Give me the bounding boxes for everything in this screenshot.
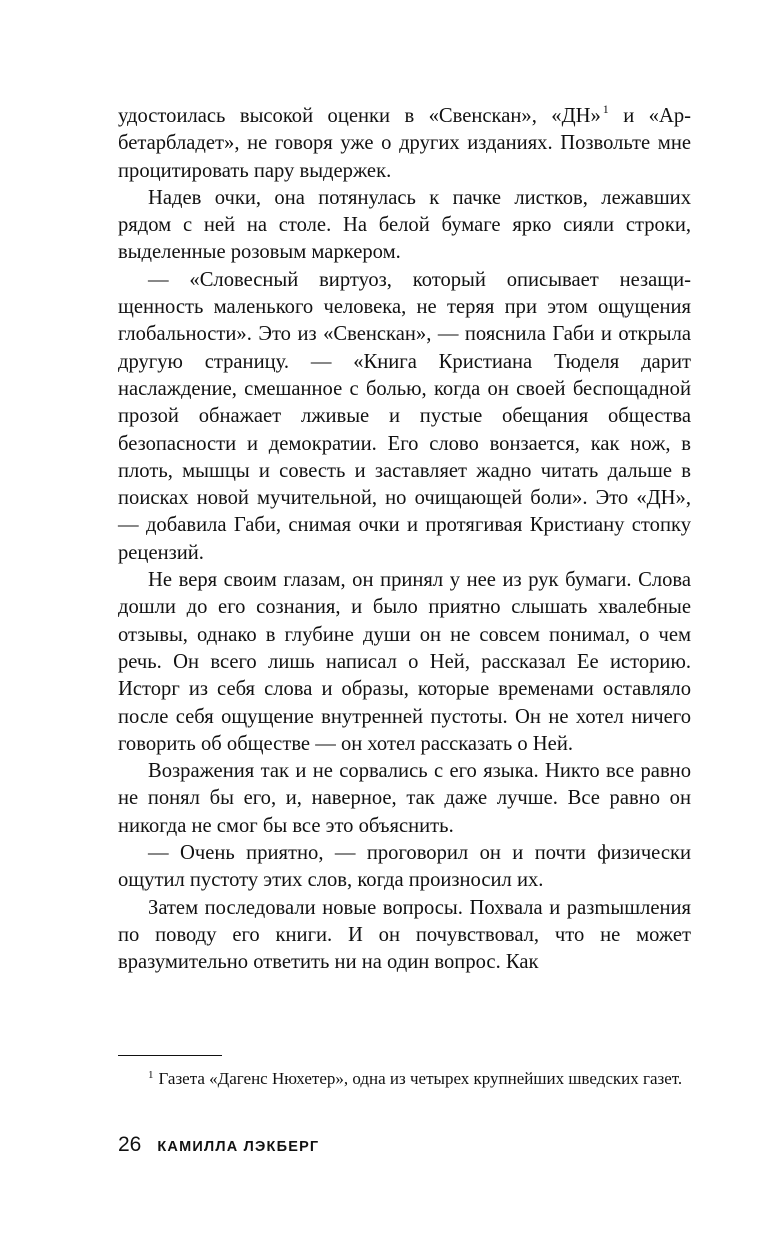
paragraph-1-head: удостоилась высокой оценки в «Свенскан», «ДН» [118, 105, 601, 127]
paragraph-3: — «Словесный виртуоз, который описывает незащищенность маленького человека, не теряя при этом ощущения глобальности». Это из «Свенскан», — пояснила Габи и открыла другую страницу. — «Книга Кристиана Тюделя дарит наслаждение, смешанное с болью, когда он своей беспощадной прозой обнажает лживые и пустые обещания общества безопасности и демократии. Его слово вонзается, как нож, в плоть, мышцы и совесть и заставляет жадно читать дальше в поисках новой мучительной, но очищающей боли». Это «ДН», — добавила Габи, снимая очки и протягивая Кристиану стопку рецензий. [118, 268, 691, 564]
paragraph-1-tail: и «Арбетарбладет», не говоря уже о других изданиях. Позвольте мне процитировать пару выдержек. [118, 105, 691, 182]
author-name: КАМИЛЛА ЛЭКБЕРГ [157, 1139, 320, 1155]
paragraph-2: Надев очки, она потянулась к пачке листков, лежавших рядом с ней на столе. На белой бумаге ярко сияли строки, выделенные розовым маркером. [118, 186, 691, 264]
page-number: 26 [118, 1133, 142, 1156]
paragraph-1 [118, 103, 691, 185]
paragraph-7: Затем последовали новые вопросы. Похвала и разmышления по поводу его книги. И он почувствовал, что не может вразумительно ответить ни на один вопрос. Как [118, 896, 691, 974]
paragraph-5: Возражения так и не сорвались с его языка. Никто все равно не понял бы его, и, наверное, так даже лучше. Все равно он никогда не смог бы все это объяснить. [118, 760, 691, 837]
footnote-marker: 1 [148, 1069, 154, 1081]
footnote-reference: 1 [602, 102, 609, 116]
paragraph-6: — Очень приятно, — проговорил он и почти физически ощутил пустоту этих слов, когда произносил их. [118, 842, 691, 892]
running-footer [118, 1133, 319, 1163]
main-text [118, 103, 691, 977]
footnote-text: Газета «Дагенс Нюхетер», одна из четырех крупнейших шведских газет. [158, 1069, 683, 1088]
paragraph-4: Не веря своим глазам, он принял у нее из рук бумаги. Слова дошли до его сознания, и было приятно слышать хвалебные отзывы, однако в глубине души он не совсем понимал, о чем речь. Он всего лишь написал о Ней, рассказал Ее историю. Исторг из себя слова и образы, которые временами оставляло после себя ощущение внутренней пустоты. Он не хотел ничего говорить об обществе — он хотел рассказать о Ней. [118, 569, 691, 755]
footnote [118, 1066, 691, 1091]
footnote-divider [118, 1055, 222, 1056]
